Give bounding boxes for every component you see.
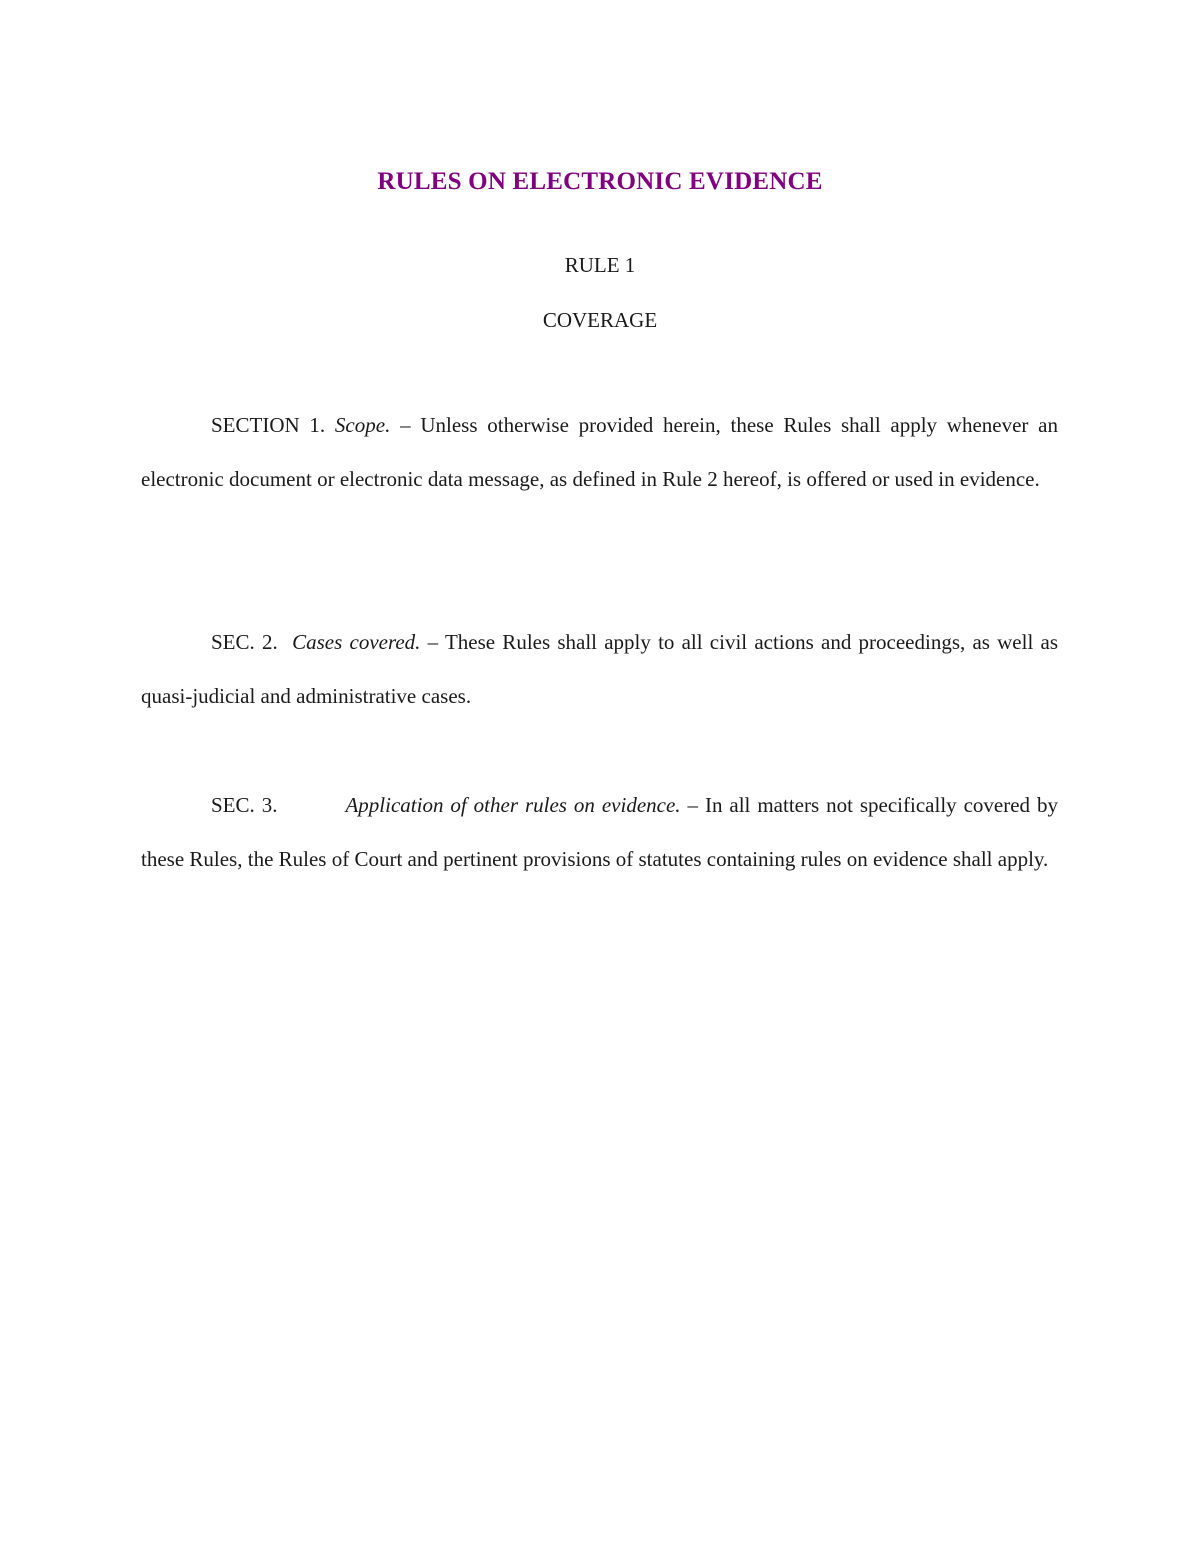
section-1-label: SECTION 1.: [211, 413, 326, 437]
section-1-heading: Scope.: [334, 413, 391, 437]
rule-number: RULE 1: [564, 253, 636, 277]
section-1-text: – Unless otherwise provided herein, these Rules shall apply whenever an electronic document or electronic data message, as defined in Rule 2 hereof, is offered or used in evidence.: [141, 413, 1058, 491]
section-2-heading: Cases covered.: [292, 630, 421, 654]
section-2-text: – These Rules shall apply to all civil actions and proceedings, as well as quasi-judicial and administrative cases.: [141, 630, 1058, 708]
document-title: RULES ON ELECTRONIC EVIDENCE: [377, 168, 823, 195]
section-1-paragraph: [141, 398, 1058, 506]
section-3-text: – In all matters not specifically covered by these Rules, the Rules of Court and pertinent provisions of statutes containing rules on evidence shall apply.: [141, 793, 1059, 871]
rule-heading: COVERAGE: [542, 308, 658, 332]
section-2-label: SEC. 2.: [211, 630, 278, 654]
section-3-paragraph: [141, 778, 1058, 886]
section-2-paragraph: [141, 615, 1058, 723]
section-3-heading: Application of other rules on evidence.: [345, 793, 681, 817]
section-3-label: SEC. 3.: [211, 793, 278, 817]
